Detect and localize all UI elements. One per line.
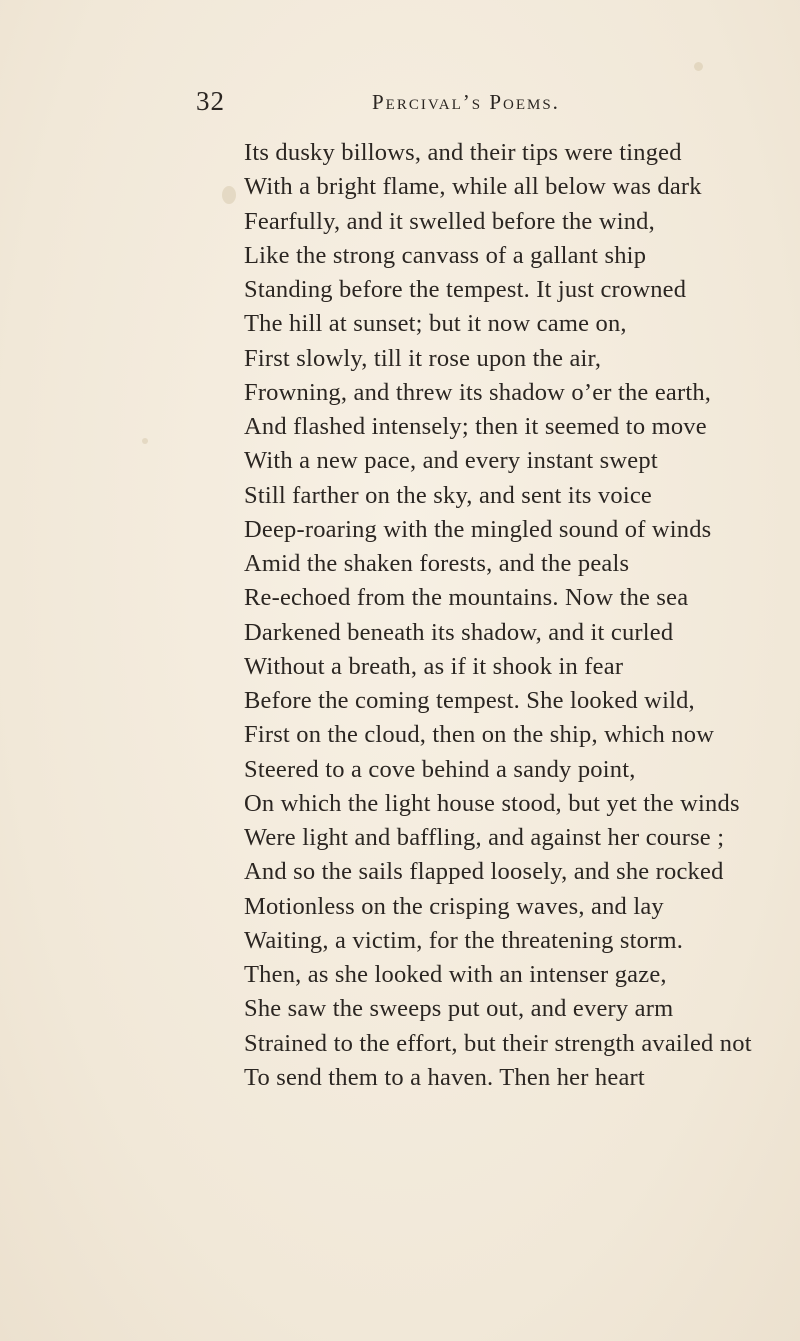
page-header [0, 82, 800, 122]
poem-line: On which the light house stood, but yet the winds [244, 789, 740, 817]
poem-line: Then, as she looked with an intenser gaze, [244, 961, 667, 988]
poem-line: Still farther on the sky, and sent its voice [244, 481, 652, 509]
poem-line: To send them to a haven. Then her heart [244, 1063, 645, 1091]
poem-line: Without a breath, as if it shook in fear [244, 652, 624, 680]
poem-line: Motionless on the crisping waves, and lay [244, 892, 664, 920]
poem-line: Were light and baffling, and against her course ; [244, 824, 725, 851]
foxing-spot [694, 62, 703, 71]
foxing-spot [222, 186, 236, 204]
poem-line: First on the cloud, then on the ship, which now [244, 721, 715, 749]
poem-line: Fearfully, and it swelled before the wind, [244, 207, 655, 235]
poem-line: With a bright flame, while all below was dark [244, 173, 702, 201]
poem-line: Waiting, a victim, for the threatening storm. [244, 926, 684, 954]
poem-line: Like the strong canvass of a gallant ship [244, 241, 647, 269]
page-number: 32 [196, 86, 225, 116]
poem-line: Strained to the effort, but their strength availed not [244, 1029, 752, 1057]
poem-line: Steered to a cove behind a sandy point, [244, 755, 636, 783]
poem-line: Darkened beneath its shadow, and it curled [244, 618, 674, 646]
poem-line: Amid the shaken forests, and the peals [244, 550, 630, 577]
foxing-spot [142, 438, 148, 444]
poem-line: Standing before the tempest. It just crowned [244, 276, 687, 303]
poem-text [244, 136, 784, 1095]
poem-line: And so the sails flapped loosely, and she rocked [244, 858, 724, 886]
poem-line: With a new pace, and every instant swept [244, 447, 658, 475]
poem-line: Re-echoed from the mountains. Now the sea [244, 584, 689, 612]
poem-line: Its dusky billows, and their tips were tinged [244, 139, 682, 166]
poem-line: First slowly, till it rose upon the air, [244, 344, 602, 372]
poem-line: The hill at sunset; but it now came on, [244, 310, 627, 338]
poem-line: And flashed intensely; then it seemed to move [244, 413, 707, 440]
poem-line: She saw the sweeps put out, and every arm [244, 995, 674, 1023]
poem-line: Frowning, and threw its shadow o’er the earth, [244, 378, 712, 406]
running-title: Percival’s Poems. [372, 90, 560, 114]
poem-line: Before the coming tempest. She looked wild, [244, 687, 695, 714]
poem-line: Deep-roaring with the mingled sound of winds [244, 515, 712, 543]
